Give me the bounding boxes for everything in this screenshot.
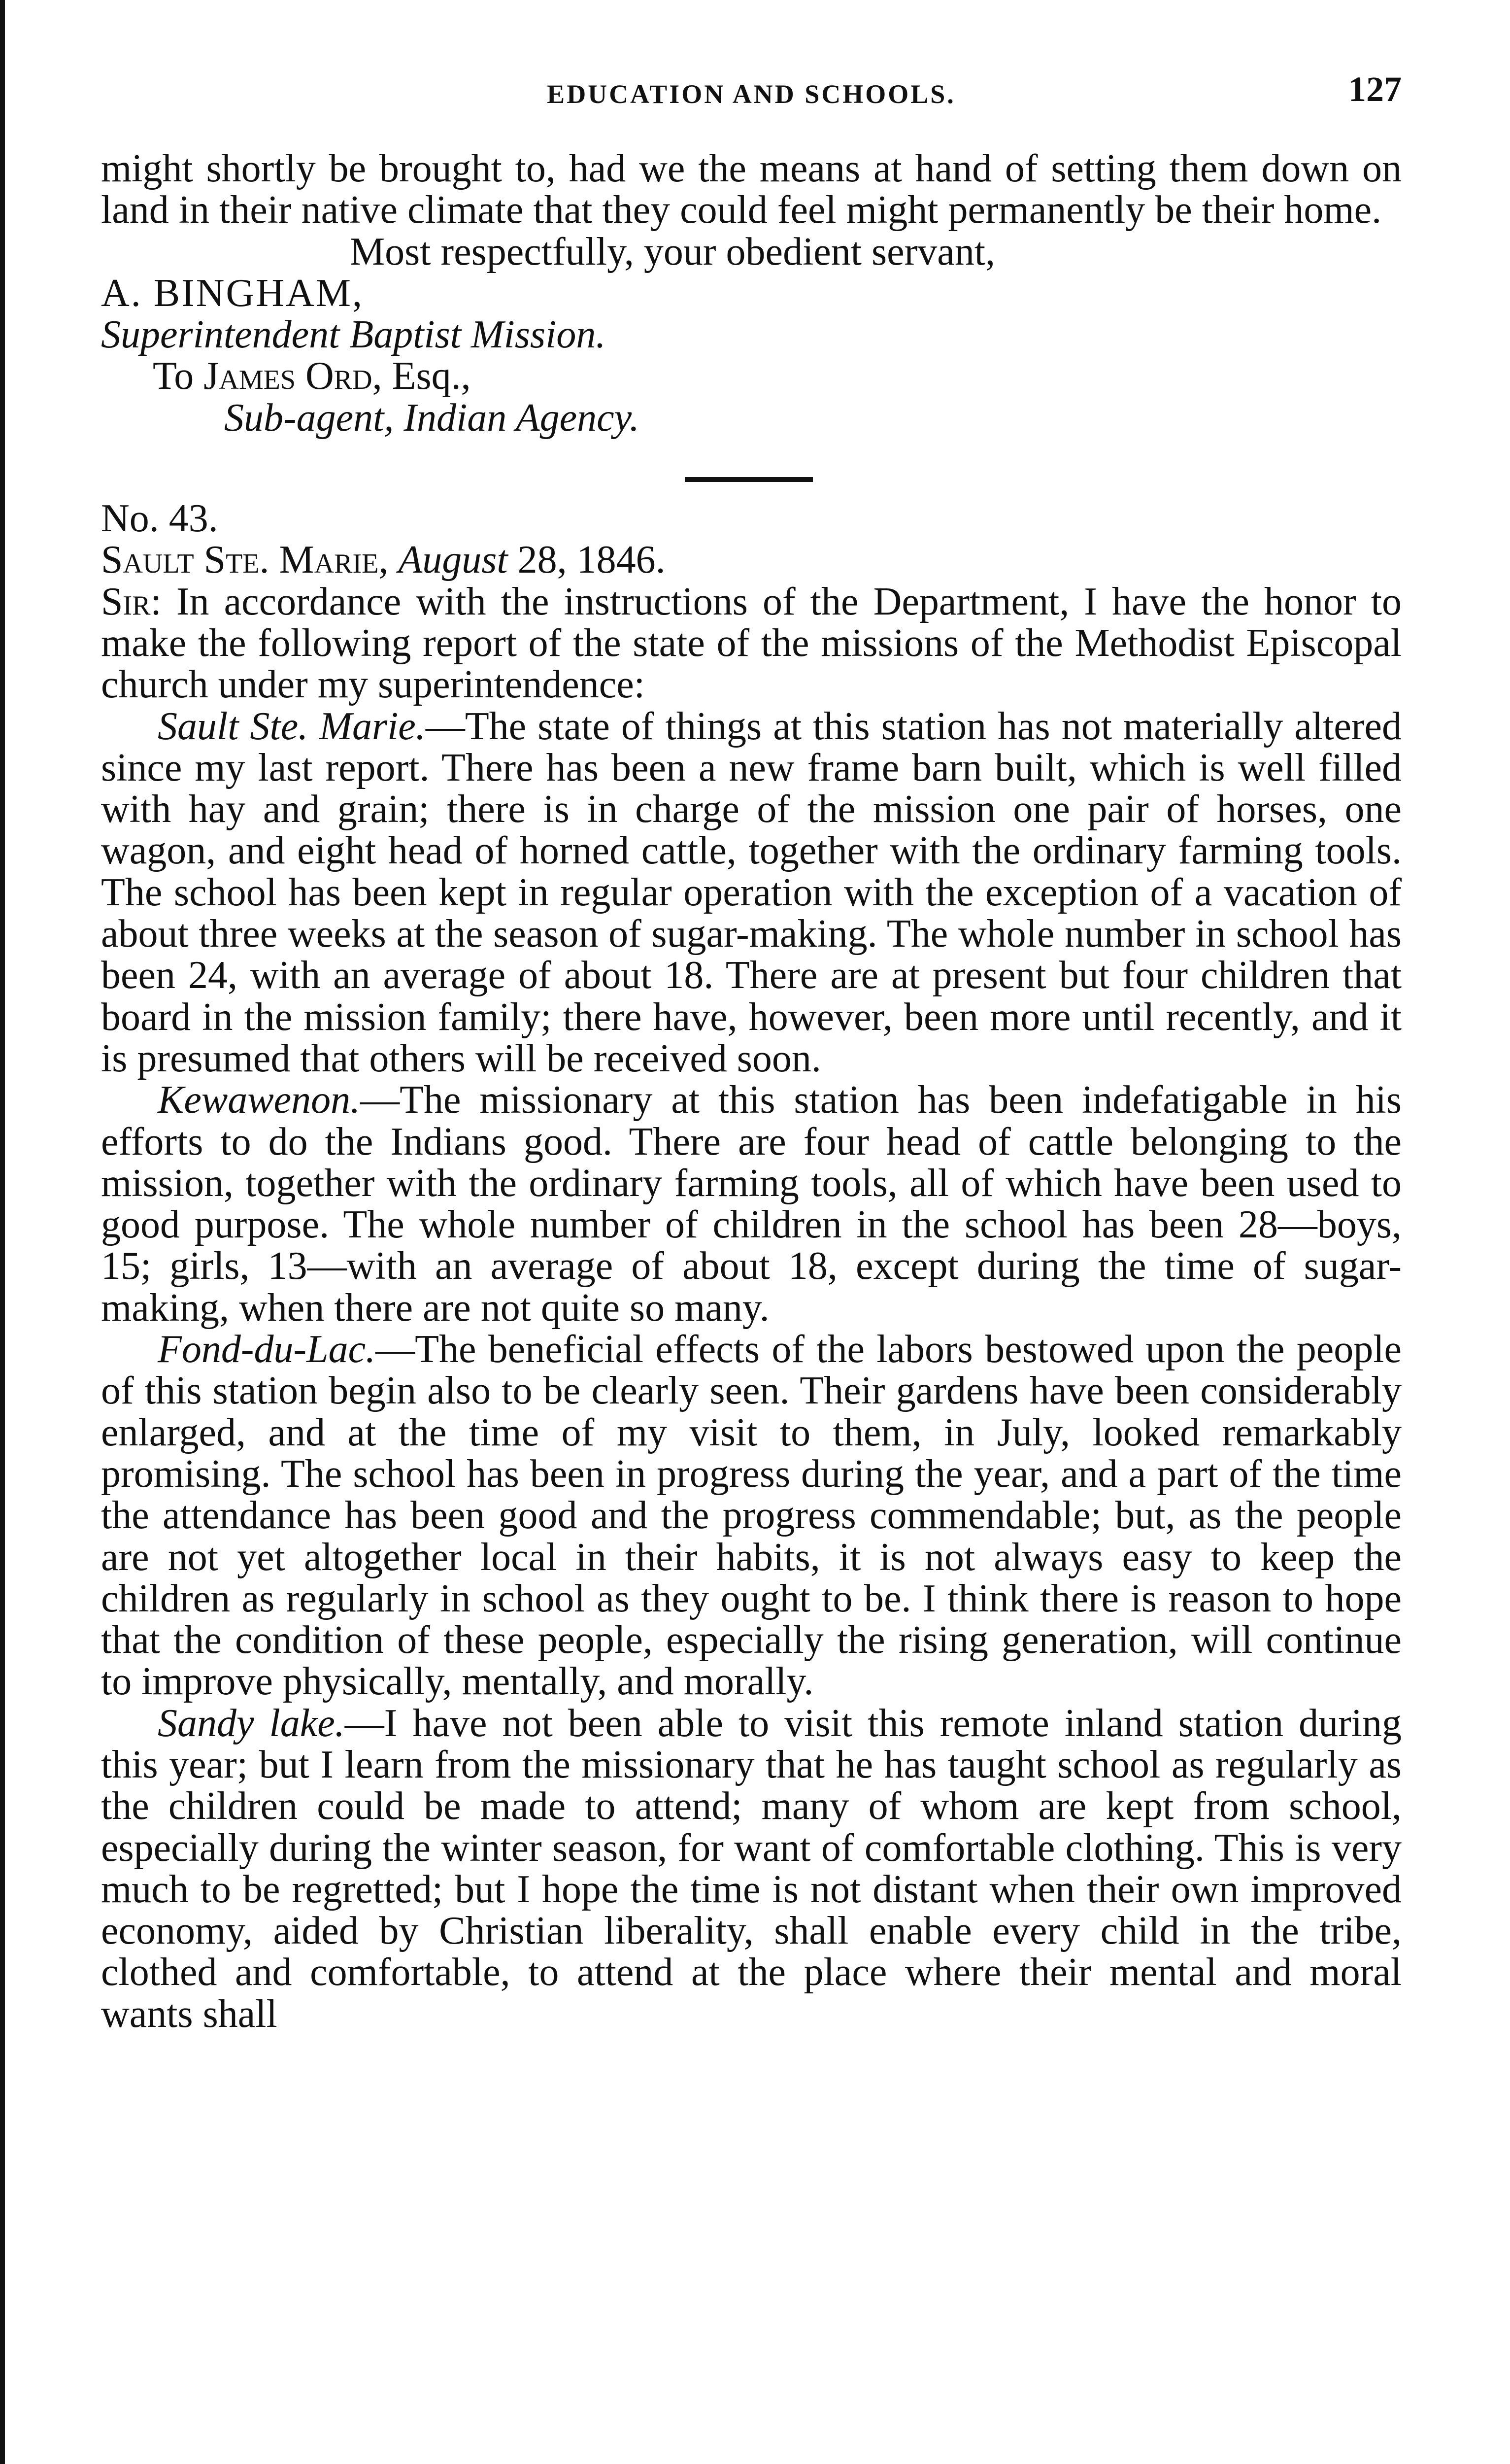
body-text — [101, 148, 1402, 2035]
letter-closing: Most respectfully, your obedient servant, — [350, 230, 996, 274]
page-edge — [0, 0, 5, 2464]
section-divider — [101, 439, 1402, 498]
dateline — [101, 539, 1402, 581]
page-number: 127 — [1348, 69, 1402, 109]
signature-name: A. BINGHAM, — [101, 271, 364, 315]
station-name: Kewawenon. — [158, 1078, 361, 1122]
section-sault-ste-marie — [101, 706, 1402, 1080]
addressee-name: James Ord — [203, 354, 372, 398]
station-name: Sandy lake. — [158, 1701, 345, 1745]
section-text: —The beneficial effects of the labors bestowed upon the people of this station begin also to be clearly seen. Their gardens have been considerably enlarged, and at the time of my visit to them, in July, looked remarkably promising. The school has been in progress during the year, and a part of the time the attendance has been good and the progress commendable; but, as the people are not yet altogether local in their habits, it is not always easy to keep the children as regularly in school as they ought to be. I think there is reason to hope that the condition of these people, especially the rising generation, will continue to improve physically, mentally, and morally. — [101, 1328, 1402, 1704]
dateline-place: Sault Ste. Marie, — [101, 538, 389, 582]
station-name: Sault Ste. Marie. — [158, 704, 426, 748]
salutation: Sir — [101, 580, 151, 623]
section-kewawenon — [101, 1079, 1402, 1329]
station-name: Fond-du-Lac. — [158, 1328, 376, 1371]
addressee-prefix: To — [153, 354, 194, 398]
running-head: EDUCATION AND SCHOOLS. — [547, 79, 956, 109]
section-text: —I have not been able to visit this remote inland station during this year; but I learn from the missionary that he has taught school as regularly as the children could be made to attend; many of whom are kept from school, especially during the winter season, for want of comfortable clothing. This is very much to be regretted; but I hope the time is not distant when their own improved economy, aided by Christian liberality, shall enable every child in the tribe, clothed and comfortable, to attend at the place where their mental and moral wants shall — [101, 1701, 1402, 2036]
dateline-month: August — [398, 538, 508, 582]
intro-text: : In accordance with the instructions of the Department, I have the honor to make the following report of the state of the missions of the Methodist Episcopal church under my superintendence: — [101, 580, 1402, 707]
addressee — [101, 355, 1402, 397]
signature-title: Superintendent Baptist Mission. — [101, 313, 606, 357]
addressee-title: Sub-agent, Indian Agency. — [224, 396, 639, 440]
letter-continuation: might shortly be brought to, had we the means at hand of setting them down on land in their native climate that they could feel might permanently be their home. — [101, 147, 1402, 232]
salutation-paragraph — [101, 581, 1402, 706]
divider-rule — [685, 477, 813, 482]
dateline-rest: 28, 1846. — [517, 538, 666, 582]
addressee-suffix: , Esq., — [372, 354, 471, 398]
section-fond-du-lac — [101, 1329, 1402, 1703]
section-sandy-lake — [101, 1703, 1402, 2035]
page-header — [101, 69, 1402, 123]
section-text: —The state of things at this station has not materially altered since my last report. There has been a new frame barn built, which is well filled with hay and grain; there is in charge of the mission one pair of horses, one wagon, and eight head of horned cattle, together with the ordinary farming tools. The school has been kept in regular operation with the exception of a vacation of about three weeks at the season of sugar-making. The whole number in school has been 24, with an average of about 18. There are at present but four children that board in the mission family; there have, however, been more until recently, and it is presumed that others will be received soon. — [101, 704, 1402, 1080]
section-text: —The missionary at this station has been indefatigable in his efforts to do the Indians good. There are four head of cattle belonging to the mission, together with the ordinary farming tools, all of which have been used to good purpose. The whole number of children in the school has been 28—boys, 15; girls, 13—with an average of about 18, except during the time of sugar-making, when there are not quite so many. — [101, 1078, 1402, 1330]
document-number: No. 43. — [101, 497, 218, 541]
